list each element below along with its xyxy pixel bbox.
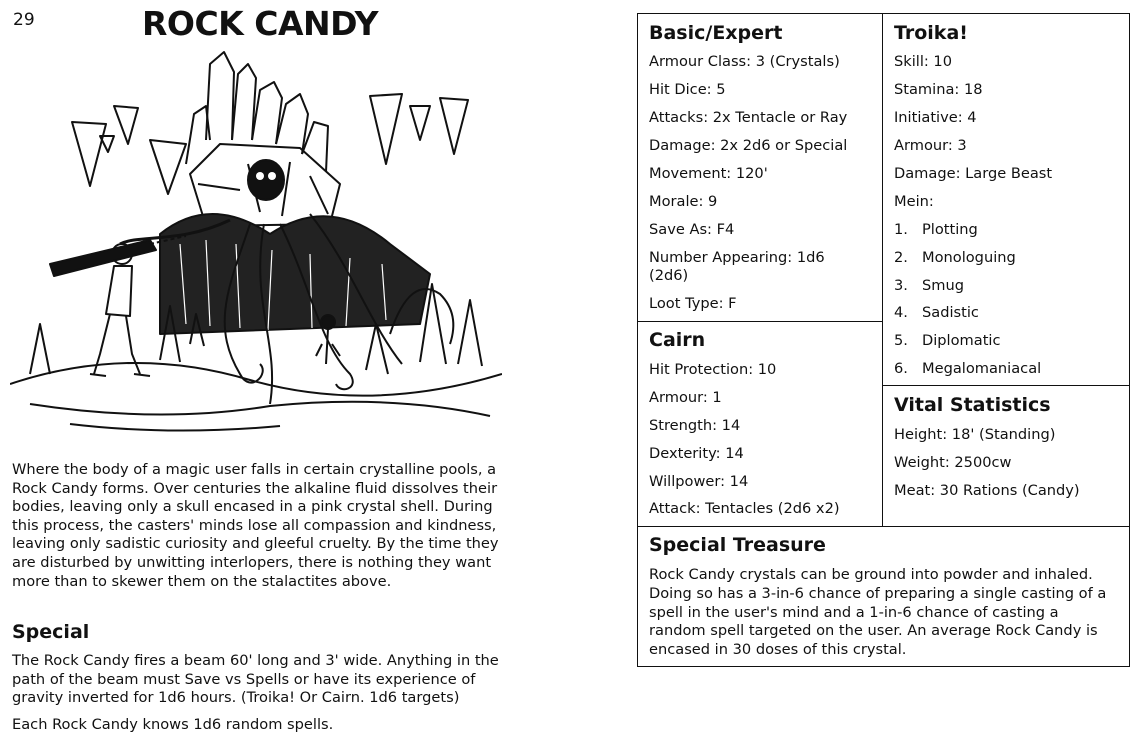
attacks: Attacks: 2x Tentacle or Ray xyxy=(649,109,848,126)
treasure-divider xyxy=(637,526,1129,527)
skill: Skill: 10 xyxy=(894,53,953,70)
weight: Weight: 2500cw xyxy=(894,454,1012,471)
mein-item xyxy=(894,332,1001,350)
mein-number: 6. xyxy=(894,360,908,377)
mein-label-text: Smug xyxy=(922,277,964,294)
vital-divider xyxy=(882,385,1129,386)
mein-label: Mein: xyxy=(894,193,934,210)
morale: Morale: 9 xyxy=(649,193,718,210)
mein-label-text: Diplomatic xyxy=(922,332,1001,349)
special-heading: Special xyxy=(12,621,90,643)
mein-number: 2. xyxy=(894,249,908,266)
height: Height: 18' (Standing) xyxy=(894,426,1056,443)
willpower: Willpower: 14 xyxy=(649,473,749,490)
cairn-heading: Cairn xyxy=(649,329,706,351)
loot-type: Loot Type: F xyxy=(649,295,737,312)
basic-expert-heading: Basic/Expert xyxy=(649,22,783,44)
troika-heading: Troika! xyxy=(894,22,968,44)
cairn-attack: Attack: Tentacles (2d6 x2) xyxy=(649,500,840,517)
hit-dice: Hit Dice: 5 xyxy=(649,81,726,98)
mein-label-text: Monologuing xyxy=(922,249,1016,266)
mein-label-text: Plotting xyxy=(922,221,978,238)
number-appearing: Number Appearing: 1d6 (2d6) xyxy=(649,249,825,284)
initiative: Initiative: 4 xyxy=(894,109,977,126)
troika-armour: Armour: 3 xyxy=(894,137,967,154)
mein-number: 4. xyxy=(894,304,908,321)
cairn-divider xyxy=(637,321,883,322)
damage: Damage: 2x 2d6 or Special xyxy=(649,137,848,154)
column-divider xyxy=(882,13,883,526)
dexterity: Dexterity: 14 xyxy=(649,445,744,462)
mein-number: 1. xyxy=(894,221,908,238)
mein-number: 5. xyxy=(894,332,908,349)
mein-item xyxy=(894,304,979,322)
page-number: 29 xyxy=(13,10,35,30)
meat: Meat: 30 Rations (Candy) xyxy=(894,482,1080,499)
troika-damage: Damage: Large Beast xyxy=(894,165,1053,182)
movement: Movement: 120' xyxy=(649,165,768,182)
mein-item xyxy=(894,277,964,295)
special-treasure-heading: Special Treasure xyxy=(649,534,826,556)
vital-statistics-heading: Vital Statistics xyxy=(894,394,1051,416)
armour-class: Armour Class: 3 (Crystals) xyxy=(649,53,840,70)
page-title: ROCK CANDY xyxy=(142,4,379,43)
strength: Strength: 14 xyxy=(649,417,741,434)
hit-protection: Hit Protection: 10 xyxy=(649,361,777,378)
save-as: Save As: F4 xyxy=(649,221,735,238)
special-treasure-text: Rock Candy crystals can be ground into powder and inhaled. Doing so has a 3-in-6 chance of preparing a single casting of a spell in the user's mind and a 1-in-6 chance of casting a random spell targeted on the user. An average Rock Candy is encased in 30 doses of this crystal. xyxy=(649,566,1107,659)
mein-label-text: Sadistic xyxy=(922,304,979,321)
mein-label-text: Megalomaniacal xyxy=(922,360,1042,377)
mein-item xyxy=(894,249,1016,267)
mein-item xyxy=(894,221,978,239)
mein-item xyxy=(894,360,1041,378)
stamina: Stamina: 18 xyxy=(894,81,983,98)
special-paragraph: The Rock Candy fires a beam 60' long and 3' wide. Anything in the path of the beam must Save vs Spells or have its experience of gravity inverted for 1d6 hours. (Troika! Or Cairn. 1d6 targets) xyxy=(12,652,499,707)
mein-number: 3. xyxy=(894,277,908,294)
spells-paragraph: Each Rock Candy knows 1d6 random spells. xyxy=(12,716,334,733)
rock-candy-illustration xyxy=(10,44,502,444)
description-paragraph: Where the body of a magic user falls in certain crystalline pools, a Rock Candy forms. Over centuries the alkaline fluid dissolves their bodies, leaving only a skull encased in a pink crystal shell. During this process, the casters' minds lose all compassion and kindness, leaving only sadistic curiosity and gleeful cruelty. By the time they are disturbed by unwitting interlopers, there is nothing they want more than to skewer them on the stalactites above. xyxy=(12,461,499,590)
cairn-armour: Armour: 1 xyxy=(649,389,722,406)
